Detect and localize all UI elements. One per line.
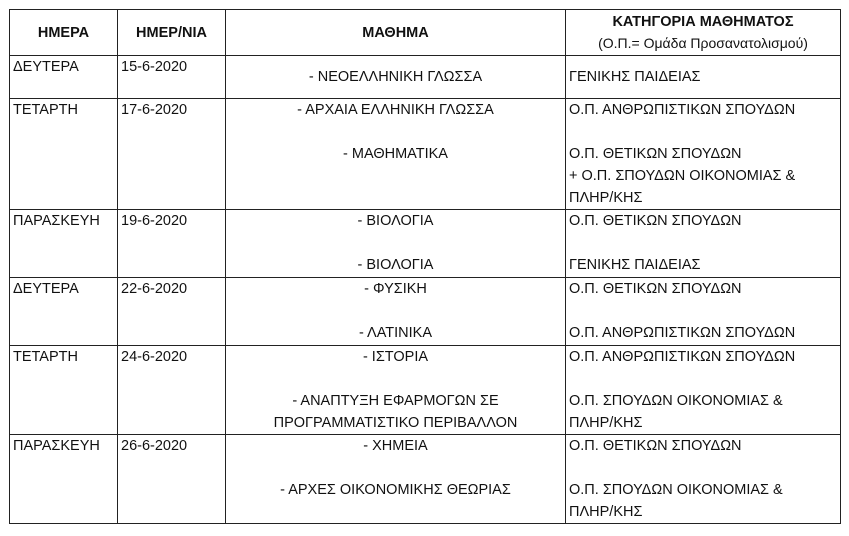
category-line: Ο.Π. ΣΠΟΥΔΩΝ ΟΙΚΟΝΟΜΙΑΣ & <box>569 482 783 498</box>
category-line: Ο.Π. ΑΝΘΡΩΠΙΣΤΙΚΩΝ ΣΠΟΥΔΩΝ <box>569 349 796 365</box>
subject-line: - ΙΣΤΟΡΙΑ <box>362 349 429 365</box>
header-category <box>566 10 841 56</box>
day-cell: ΤΕΤΑΡΤΗ <box>10 346 118 435</box>
date-cell: 19-6-2020 <box>118 210 226 278</box>
table-row <box>10 210 841 278</box>
category-line: + Ο.Π. ΣΠΟΥΔΩΝ ΟΙΚΟΝΟΜΙΑΣ & <box>569 168 796 184</box>
category-line: Ο.Π. ΣΠΟΥΔΩΝ ΟΙΚΟΝΟΜΙΑΣ & <box>569 393 783 409</box>
subject-cell <box>226 56 566 99</box>
subject-line: - ΑΝΑΠΤΥΞΗ ΕΦΑΡΜΟΓΩΝ ΣΕ <box>292 393 499 409</box>
day-cell: ΔΕΥΤΕΡΑ <box>10 56 118 99</box>
subject-line: - ΜΑΘΗΜΑΤΙΚΑ <box>343 146 448 162</box>
category-cell <box>566 210 841 278</box>
category-line: Ο.Π. ΘΕΤΙΚΩΝ ΣΠΟΥΔΩΝ <box>569 146 742 162</box>
subject-cell <box>226 346 566 435</box>
subject-line: - ΦΥΣΙΚΗ <box>364 281 427 297</box>
table-row <box>10 99 841 210</box>
header-row <box>10 10 841 56</box>
date-cell: 17-6-2020 <box>118 99 226 210</box>
category-line: ΓΕΝΙΚΗΣ ΠΑΙΔΕΙΑΣ <box>569 69 701 85</box>
day-cell: ΠΑΡΑΣΚΕΥΗ <box>10 435 118 524</box>
category-cell <box>566 278 841 346</box>
table-row <box>10 278 841 346</box>
category-line: Ο.Π. ΑΝΘΡΩΠΙΣΤΙΚΩΝ ΣΠΟΥΔΩΝ <box>569 102 796 118</box>
header-category-note: (Ο.Π.= Ομάδα Προσανατολισμού) <box>598 34 808 51</box>
exam-schedule-table <box>9 9 841 524</box>
header-subject: ΜΑΘΗΜΑ <box>226 10 566 56</box>
header-category-title: ΚΑΤΗΓΟΡΙΑ ΜΑΘΗΜΑΤΟΣ <box>612 13 794 30</box>
subject-line: - ΧΗΜΕΙΑ <box>363 438 428 454</box>
date-cell: 15-6-2020 <box>118 56 226 99</box>
table-row <box>10 56 841 99</box>
category-line: Ο.Π. ΘΕΤΙΚΩΝ ΣΠΟΥΔΩΝ <box>569 281 742 297</box>
category-cell <box>566 435 841 524</box>
category-line: Ο.Π. ΑΝΘΡΩΠΙΣΤΙΚΩΝ ΣΠΟΥΔΩΝ <box>569 325 796 341</box>
subject-line: - ΑΡΧΑΙΑ ΕΛΛΗΝΙΚΗ ΓΛΩΣΣΑ <box>297 102 494 118</box>
date-cell: 22-6-2020 <box>118 278 226 346</box>
category-line: Ο.Π. ΘΕΤΙΚΩΝ ΣΠΟΥΔΩΝ <box>569 213 742 229</box>
subject-line: - ΛΑΤΙΝΙΚΑ <box>358 325 433 341</box>
table-row <box>10 435 841 524</box>
day-cell: ΤΕΤΑΡΤΗ <box>10 99 118 210</box>
category-line: ΓΕΝΙΚΗΣ ΠΑΙΔΕΙΑΣ <box>569 257 701 273</box>
category-line: Ο.Π. ΘΕΤΙΚΩΝ ΣΠΟΥΔΩΝ <box>569 438 742 454</box>
category-line: ΠΛΗΡ/ΚΗΣ <box>569 504 643 520</box>
subject-cell <box>226 99 566 210</box>
category-line: ΠΛΗΡ/ΚΗΣ <box>569 190 643 206</box>
subject-cell <box>226 435 566 524</box>
subject-line: - ΝΕΟΕΛΛΗΝΙΚΗ ΓΛΩΣΣΑ <box>308 69 483 85</box>
category-cell <box>566 99 841 210</box>
subject-line: - ΑΡΧΕΣ ΟΙΚΟΝΟΜΙΚΗΣ ΘΕΩΡΙΑΣ <box>280 482 511 498</box>
category-cell <box>566 56 841 99</box>
header-date: ΗΜΕΡ/ΝΙΑ <box>118 10 226 56</box>
subject-line: - ΒΙΟΛΟΓΙΑ <box>357 257 434 273</box>
subject-cell <box>226 278 566 346</box>
header-day: ΗΜΕΡΑ <box>10 10 118 56</box>
subject-line: ΠΡΟΓΡΑΜΜΑΤΙΣΤΙΚΟ ΠΕΡΙΒΑΛΛΟΝ <box>273 415 518 431</box>
category-line: ΠΛΗΡ/ΚΗΣ <box>569 415 643 431</box>
day-cell: ΔΕΥΤΕΡΑ <box>10 278 118 346</box>
category-cell <box>566 346 841 435</box>
table-row <box>10 346 841 435</box>
subject-line: - ΒΙΟΛΟΓΙΑ <box>357 213 434 229</box>
date-cell: 26-6-2020 <box>118 435 226 524</box>
subject-cell <box>226 210 566 278</box>
day-cell: ΠΑΡΑΣΚΕΥΗ <box>10 210 118 278</box>
date-cell: 24-6-2020 <box>118 346 226 435</box>
